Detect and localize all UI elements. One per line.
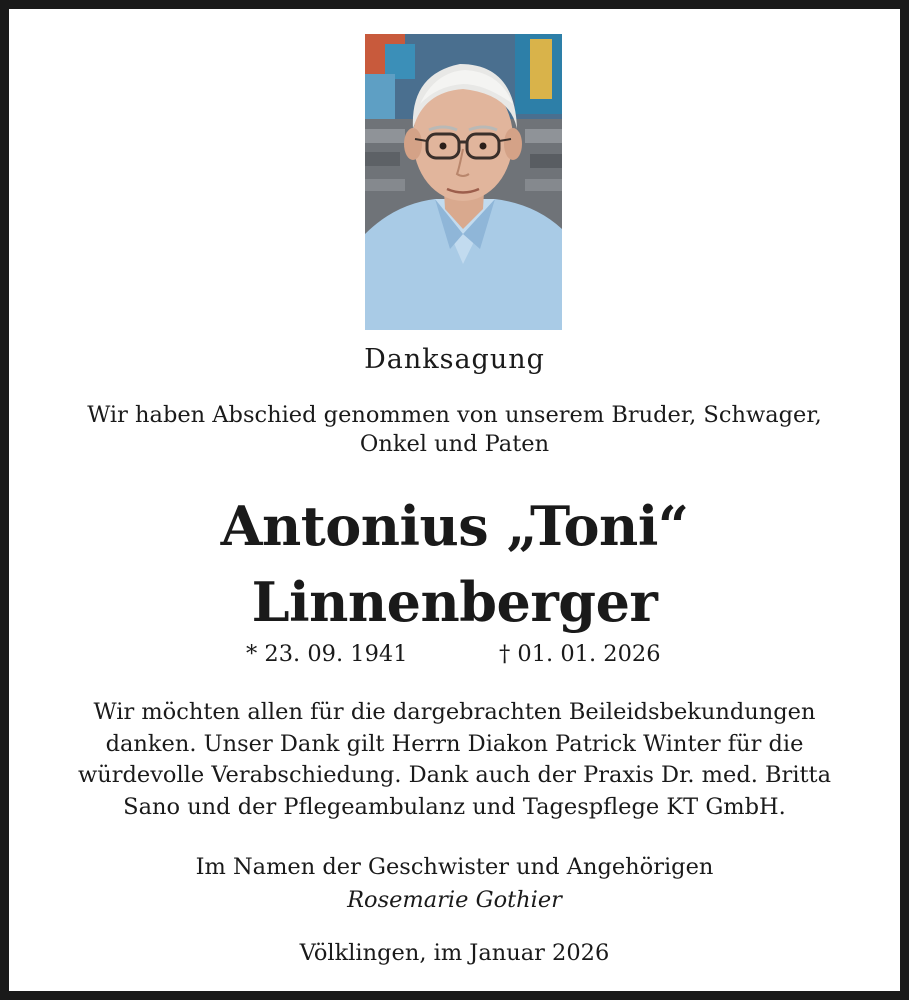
intro-line: Wir haben Abschied genommen von unserem Bruder, Schwager, bbox=[87, 402, 822, 428]
notice-heading: Danksagung bbox=[364, 344, 545, 375]
intro-text bbox=[9, 401, 900, 459]
birth-date: * 23. 09. 1941 bbox=[246, 641, 408, 667]
deceased-name-last: Linnenberger bbox=[251, 570, 658, 634]
sign-off-text: Im Namen der Geschwister und Angehörigen bbox=[195, 854, 714, 880]
paragraph-line: Wir möchten allen für die dargebrachten Beileidsbekundungen bbox=[93, 699, 816, 725]
intro-line: Onkel und Paten bbox=[359, 431, 550, 457]
paragraph-line: Sano und der Pflegeambulanz und Tagespflege KT GmbH. bbox=[123, 793, 786, 820]
paragraph-line: würdevolle Verabschiedung. Dank auch der Praxis Dr. med. Britta bbox=[77, 762, 832, 788]
thanks-paragraph bbox=[9, 697, 900, 823]
paragraph-line: danken. Unser Dank gilt Herrn Diakon Patrick Winter für die bbox=[105, 730, 804, 757]
signer-name: Rosemarie Gothier bbox=[347, 887, 562, 913]
signature-block bbox=[9, 851, 900, 917]
portrait-photo bbox=[365, 34, 562, 330]
death-date: † 01. 01. 2026 bbox=[499, 641, 661, 667]
place-date: Völklingen, im Januar 2026 bbox=[299, 940, 610, 966]
deceased-name-first: Antonius „Toni“ bbox=[220, 494, 689, 558]
